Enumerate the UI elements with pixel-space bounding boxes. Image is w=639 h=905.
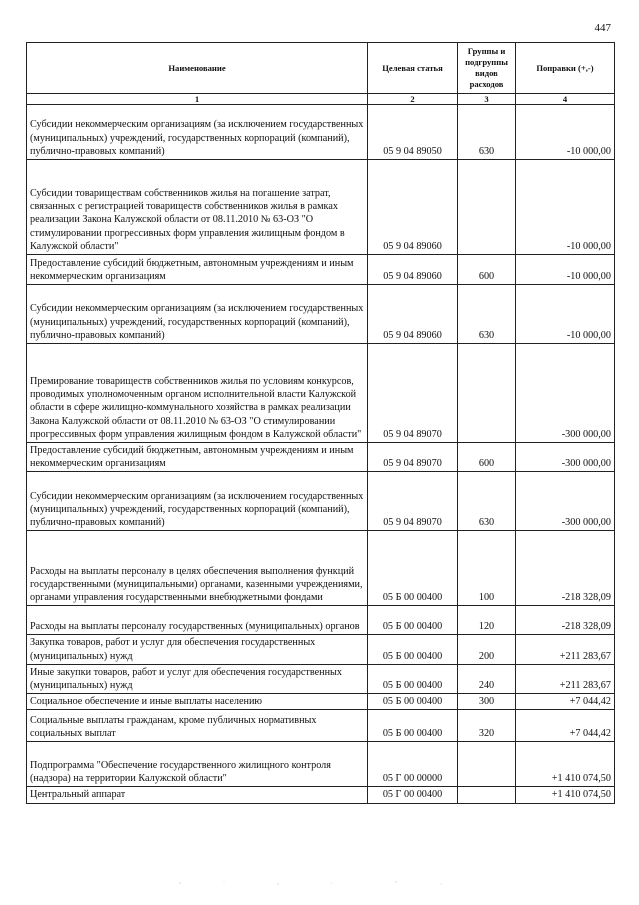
row-target: 05 Г 00 00000 [368, 742, 458, 787]
row-target: 05 9 04 89070 [368, 443, 458, 472]
row-name: Предоставление субсидий бюджетным, автономным учреждениям и иным некоммерческим организациям [27, 443, 368, 472]
row-group: 630 [458, 285, 516, 344]
row-target: 05 Г 00 00400 [368, 787, 458, 803]
row-name: Субсидии некоммерческим организациям (за исключением государственных (муниципальных) учреждений, государственных корпораций (компаний), публично-правовых компаний) [27, 105, 368, 160]
row-amend: -300 000,00 [516, 344, 615, 443]
scan-noise [160, 880, 460, 886]
budget-amendments-table [26, 42, 615, 804]
row-amend: +211 283,67 [516, 635, 615, 664]
row-name: Премирование товариществ собственников жилья по условиям конкурсов, проводимых уполномоченным органом исполнительной власти Калужской области в сфере жилищно-коммунального хозяйства в рамках реализации Закона Калужской области от 08.11.2010 № 63-ОЗ "О стимулировании прогрессивных форм управления жилищным фондом в Калужской области" [27, 344, 368, 443]
row-name: Иные закупки товаров, работ и услуг для обеспечения государственных (муниципальных) нужд [27, 664, 368, 693]
table-row [27, 742, 615, 787]
row-amend: -10 000,00 [516, 160, 615, 255]
row-amend: +1 410 074,50 [516, 787, 615, 803]
column-number: 2 [368, 94, 458, 105]
table-row [27, 710, 615, 742]
row-name: Социальные выплаты гражданам, кроме публичных нормативных социальных выплат [27, 710, 368, 742]
row-amend: -218 328,09 [516, 606, 615, 635]
row-group: 630 [458, 105, 516, 160]
row-group: 300 [458, 694, 516, 710]
table-row [27, 285, 615, 344]
table-header-row [27, 43, 615, 94]
row-target: 05 Б 00 00400 [368, 635, 458, 664]
row-target: 05 9 04 89060 [368, 255, 458, 285]
row-target: 05 Б 00 00400 [368, 664, 458, 693]
row-amend: +7 044,42 [516, 710, 615, 742]
row-amend: -300 000,00 [516, 472, 615, 531]
column-header-target: Целевая статья [368, 43, 458, 94]
row-amend: -218 328,09 [516, 531, 615, 606]
table-row [27, 531, 615, 606]
row-group: 100 [458, 531, 516, 606]
column-header-amend: Поправки (+,-) [516, 43, 615, 94]
table-row [27, 255, 615, 285]
row-group: 600 [458, 255, 516, 285]
row-group [458, 742, 516, 787]
column-number-row [27, 94, 615, 105]
row-group: 120 [458, 606, 516, 635]
table-row [27, 472, 615, 531]
table-row [27, 443, 615, 472]
row-name: Центральный аппарат [27, 787, 368, 803]
row-amend: +1 410 074,50 [516, 742, 615, 787]
page-number: 447 [594, 22, 611, 34]
table-row [27, 664, 615, 693]
table-row [27, 635, 615, 664]
row-target: 05 9 04 89060 [368, 285, 458, 344]
row-target: 05 Б 00 00400 [368, 606, 458, 635]
column-number: 4 [516, 94, 615, 105]
column-header-name: Наименование [27, 43, 368, 94]
row-name: Предоставление субсидий бюджетным, автономным учреждениям и иным некоммерческим организациям [27, 255, 368, 285]
row-name: Закупка товаров, работ и услуг для обеспечения государственных (муниципальных) нужд [27, 635, 368, 664]
row-target: 05 9 04 89070 [368, 472, 458, 531]
row-name: Расходы на выплаты персоналу в целях обеспечения выполнения функций государственными (муниципальными) органами, казенными учреждениями, органами управления государственными внебюджетными фондами [27, 531, 368, 606]
row-target: 05 9 04 89060 [368, 160, 458, 255]
column-number: 3 [458, 94, 516, 105]
row-amend: -10 000,00 [516, 105, 615, 160]
row-amend: -10 000,00 [516, 285, 615, 344]
row-target: 05 Б 00 00400 [368, 531, 458, 606]
row-name: Социальное обеспечение и иные выплаты населению [27, 694, 368, 710]
row-target: 05 Б 00 00400 [368, 710, 458, 742]
row-group: 320 [458, 710, 516, 742]
table-row [27, 105, 615, 160]
row-target: 05 9 04 89050 [368, 105, 458, 160]
table-row [27, 606, 615, 635]
row-target: 05 Б 00 00400 [368, 694, 458, 710]
row-amend: -10 000,00 [516, 255, 615, 285]
row-name: Субсидии некоммерческим организациям (за исключением государственных (муниципальных) учреждений, государственных корпораций (компаний), публично-правовых компаний) [27, 285, 368, 344]
row-group: 630 [458, 472, 516, 531]
row-name: Подпрограмма "Обеспечение государственного жилищного контроля (надзора) на территории Калужской области" [27, 742, 368, 787]
row-amend: -300 000,00 [516, 443, 615, 472]
table-row [27, 787, 615, 803]
row-group: 240 [458, 664, 516, 693]
row-group: 200 [458, 635, 516, 664]
row-group: 600 [458, 443, 516, 472]
column-number: 1 [27, 94, 368, 105]
table-row [27, 344, 615, 443]
row-group [458, 787, 516, 803]
row-name: Субсидии товариществам собственников жилья на погашение затрат, связанных с регистрацией товариществ собственников жилья в рамках реализации Закона Калужской области от 08.11.2010 № 63-ОЗ "О стимулировании прогрессивных форм управления жилищным фондом в Калужской области" [27, 160, 368, 255]
table-row [27, 160, 615, 255]
row-group [458, 344, 516, 443]
row-name: Субсидии некоммерческим организациям (за исключением государственных (муниципальных) учреждений, государственных корпораций (компаний), публично-правовых компаний) [27, 472, 368, 531]
row-name: Расходы на выплаты персоналу государственных (муниципальных) органов [27, 606, 368, 635]
table-row [27, 694, 615, 710]
row-amend: +7 044,42 [516, 694, 615, 710]
row-target: 05 9 04 89070 [368, 344, 458, 443]
row-group [458, 160, 516, 255]
column-header-group: Группы и подгруппы видов расходов [458, 43, 516, 94]
row-amend: +211 283,67 [516, 664, 615, 693]
